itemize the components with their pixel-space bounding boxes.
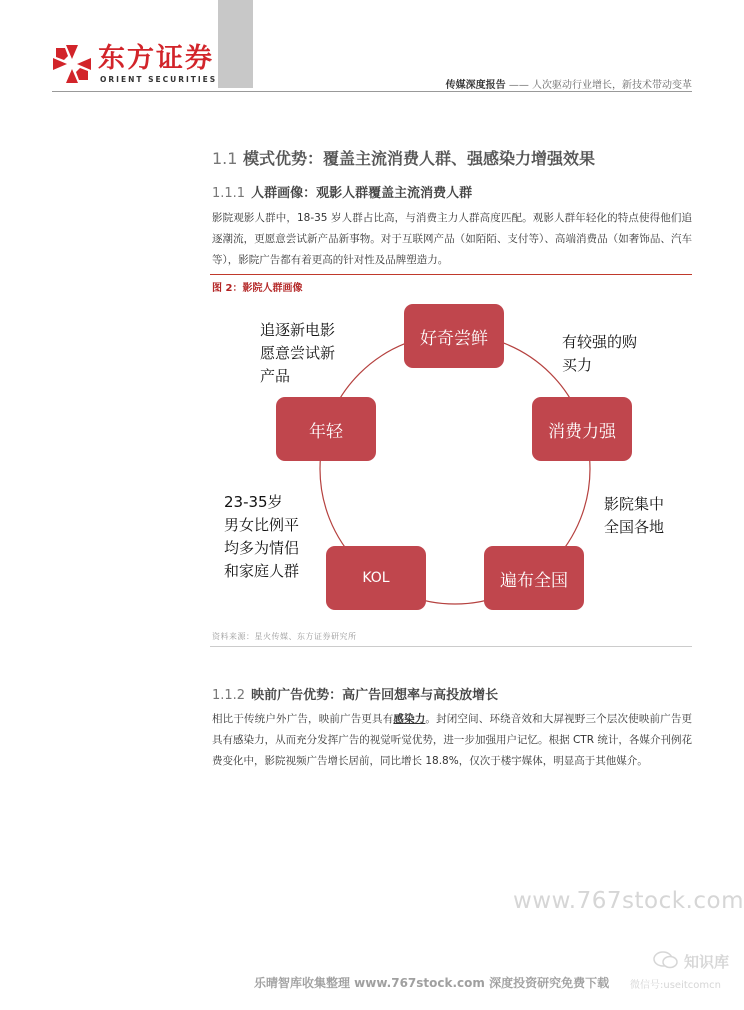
watermark-name: 知识库 [684, 953, 730, 971]
note-top-right: 有较强的购 买力 [562, 333, 638, 374]
figure-top-rule [210, 274, 692, 275]
report-subtitle: —— 人次驱动行业增长，新技术带动变革 [508, 80, 692, 91]
audience-portrait-diagram [210, 295, 692, 620]
note-left: 23-35岁 男女比例平 均多为情侣 和家庭人群 [224, 493, 300, 580]
note-top-left: 追逐新电影 愿意尝试新 产品 [260, 321, 336, 385]
node-spending-power: 消费力强 [532, 397, 632, 461]
section-title: 模式优势：覆盖主流消费人群、强感染力增强效果 [243, 149, 596, 168]
wechat-icon [652, 950, 680, 970]
figure-bottom-rule [210, 646, 692, 647]
watermark-wechat-id: 微信号:useitcomcn [630, 980, 721, 991]
watermark-url: www.767stock.com [512, 888, 744, 914]
subsection-number: 1.1.2 [212, 688, 246, 703]
subsection-heading-1-1-2 [212, 684, 498, 703]
subsection-number: 1.1.1 [212, 186, 246, 201]
orient-securities-logo-icon [52, 44, 92, 84]
header-gray-block [218, 0, 253, 88]
node-young: 年轻 [276, 397, 376, 461]
report-type: 传媒深度报告 [445, 80, 506, 91]
node-curious: 好奇尝鲜 [404, 304, 504, 368]
node-kol: KOL [326, 546, 426, 610]
section-number: 1.1 [212, 149, 238, 168]
node-nationwide: 遍布全国 [484, 546, 584, 610]
subsection-heading-1-1-1 [212, 182, 472, 201]
figure-title: 图 2：影院人群画像 [212, 283, 303, 294]
section-heading-1-1 [212, 146, 595, 169]
note-right: 影院集中 全国各地 [604, 495, 665, 536]
paragraph-audience: 影院观影人群中，18-35 岁人群占比高，与消费主力人群高度匹配。观影人群年轻化的特点使得他们追逐潮流，更愿意尝试新产品新事物。对于互联网产品（如陌陌、支付等）、高端消费品（如奢饰品、汽车等），影院广告都有着更高的针对性及品牌塑造力。 [212, 212, 692, 266]
paragraph-preshow-ads: 相比于传统户外广告，映前广告更具有感染力。封闭空间、环绕音效和大屏视野三个层次使映前广告更具有感染力，从而充分发挥广告的视觉听觉优势，进一步加强用户记忆。根据 CTR 统计，各媒介刊例花费变化中，影院视频广告增长居前，同比增长 18.8%，仅次于楼宇媒体，明显高于其他媒介。 [212, 713, 693, 767]
header-divider [52, 91, 692, 92]
report-header [446, 76, 692, 91]
figure-source: 资料来源：星火传媒、东方证券研究所 [212, 632, 357, 641]
logo-english-name: ORIENT SECURITIES [100, 75, 218, 84]
footer-banner: 乐晴智库收集整理 www.767stock.com 深度投资研究免费下载 [254, 976, 610, 990]
logo-chinese-name: 东方证券 [98, 43, 214, 74]
subsection-title: 映前广告优势：高广告回想率与高投放增长 [251, 688, 499, 703]
highlight-term: 感染力 [393, 713, 426, 725]
subsection-title: 人群画像：观影人群覆盖主流消费人群 [251, 186, 473, 201]
